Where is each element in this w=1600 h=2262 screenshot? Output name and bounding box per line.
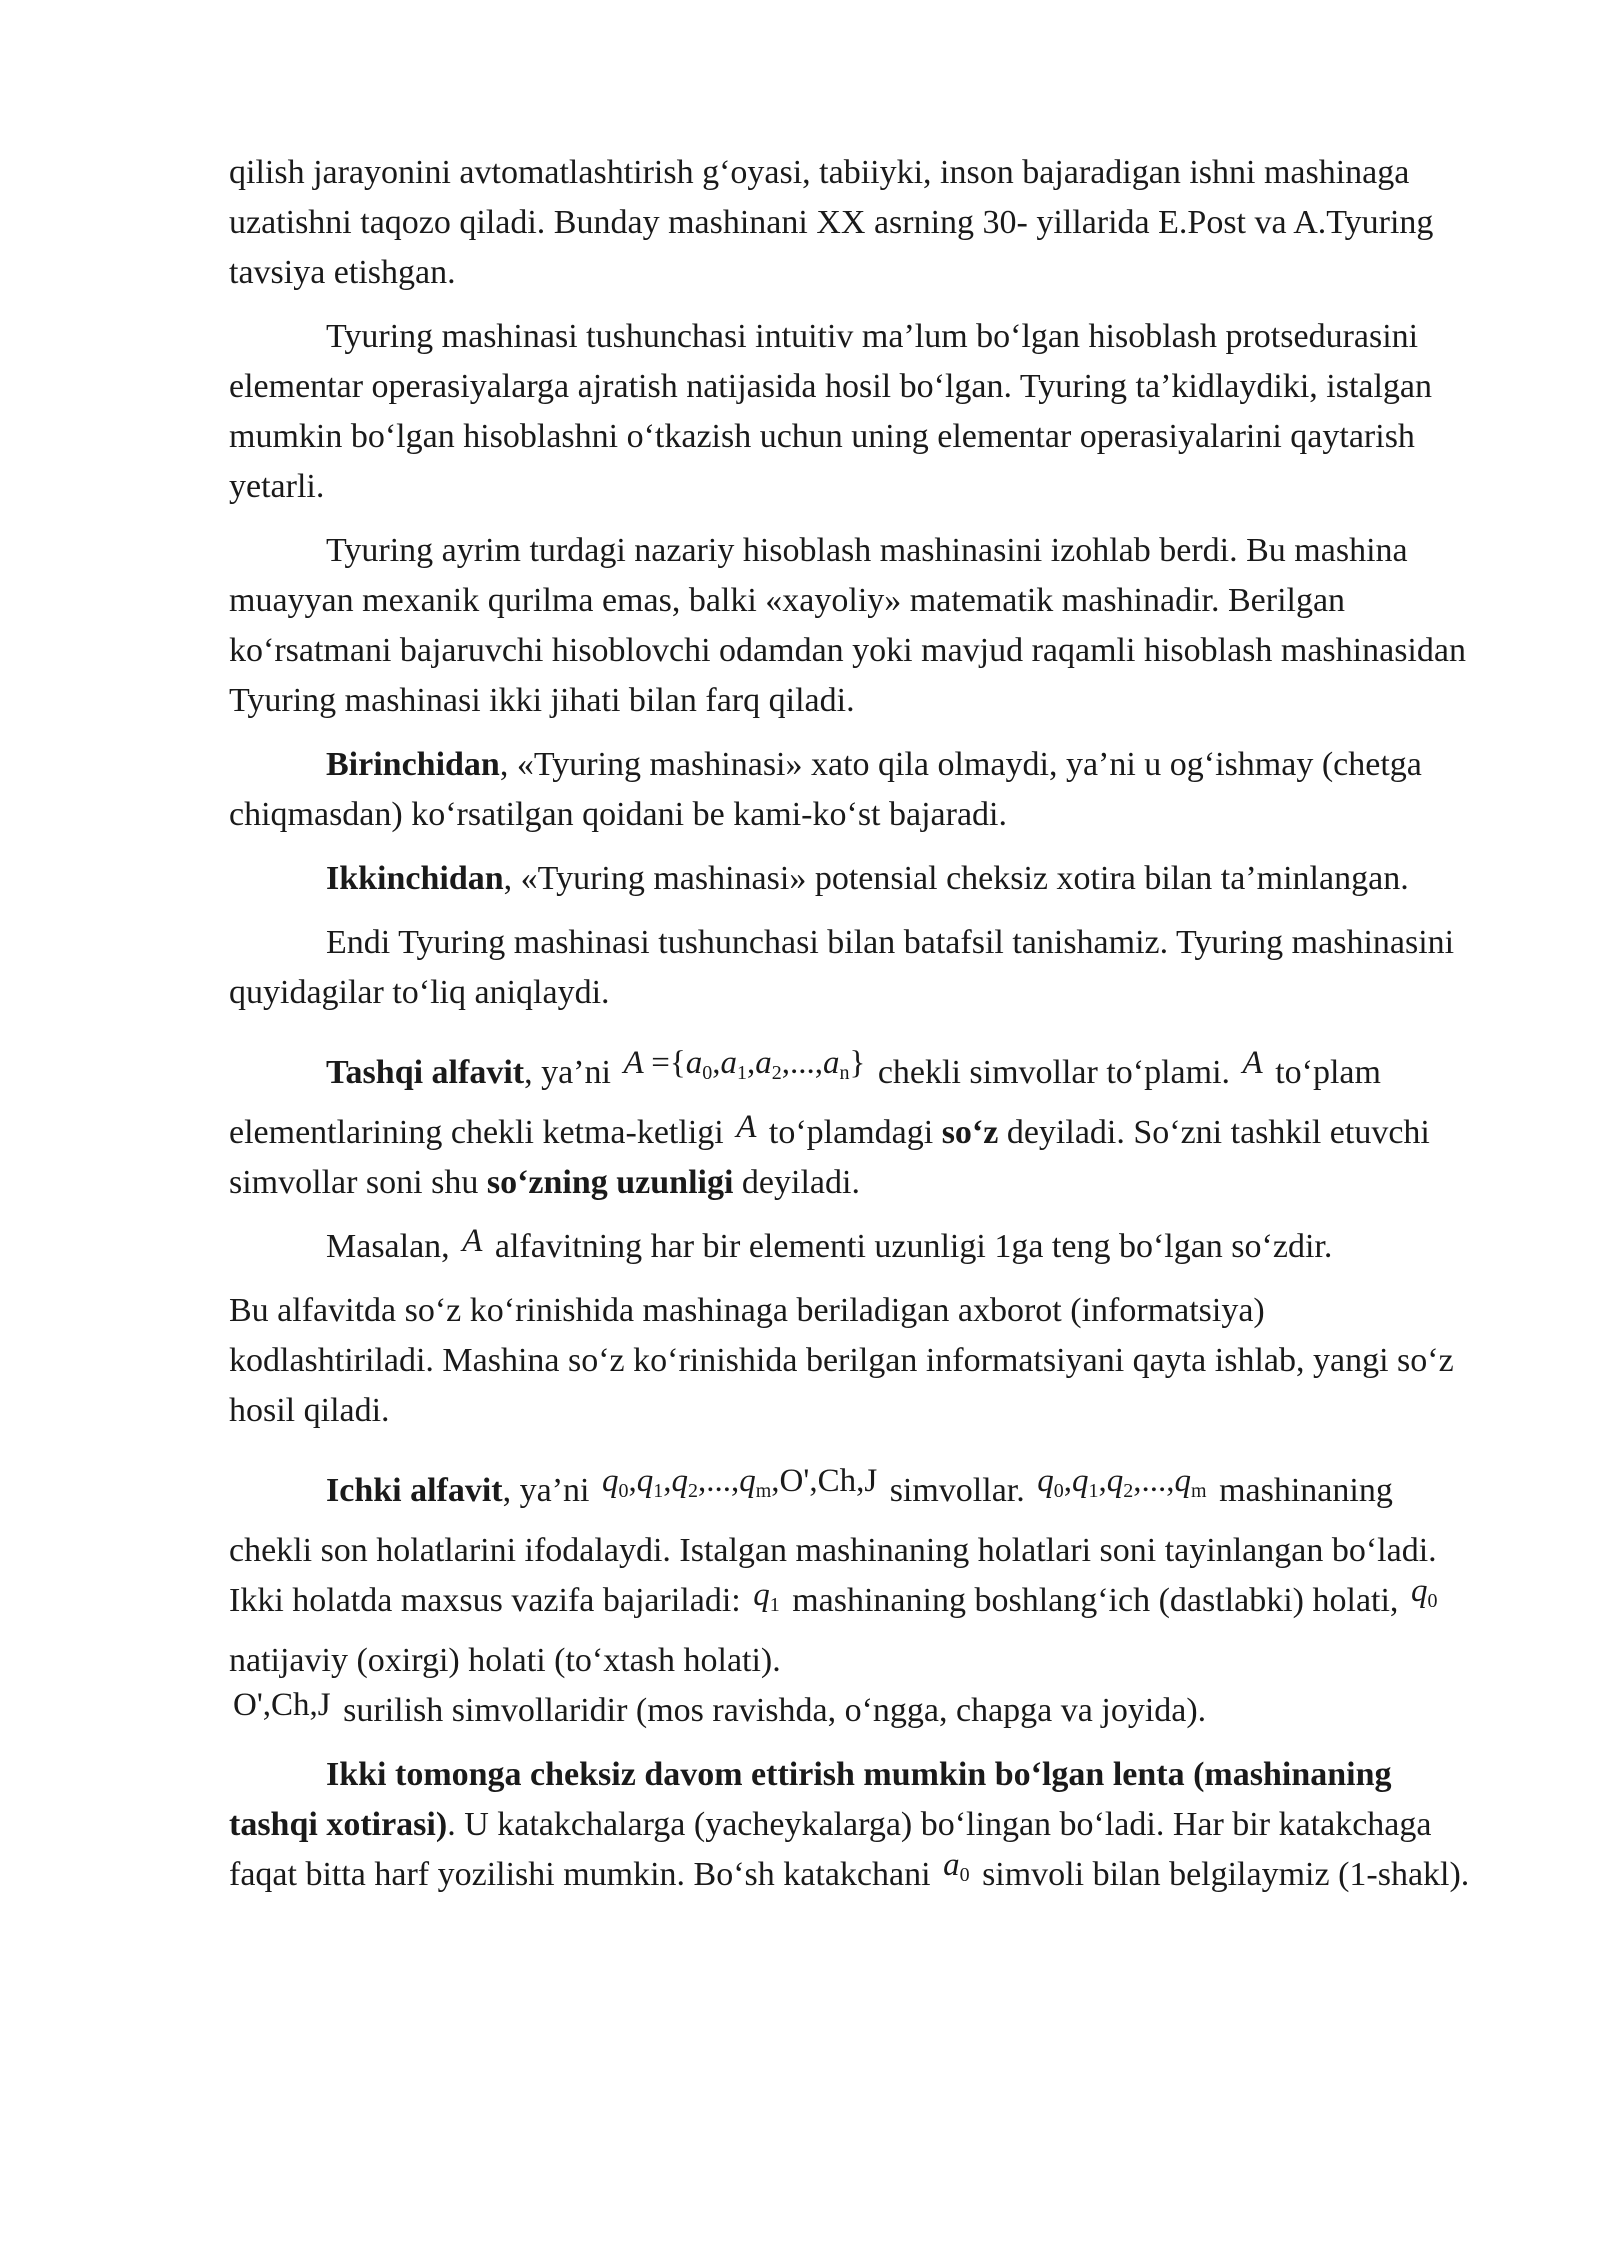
paragraph-10 [229,1463,1471,1736]
formula-q0: $q_0$ [1410,1573,1438,1612]
paragraph-7 [229,1045,1471,1208]
paragraph-8 [229,1222,1471,1272]
paragraph-6: Endi Tyuring mashinasi tushunchasi bilan batafsil tanishamiz. Tyuring mashinasini quyidagilar to‘liq aniqlaydi. [229,924,1455,1011]
formula-a0: $a_0$ [943,1847,970,1886]
paragraph-text: deyiladi. [741,1164,860,1201]
paragraph-text: Masalan, [326,1228,450,1265]
paragraph-3: Tyuring ayrim turdagi nazariy hisoblash mashinasini izohlab berdi. Bu mashina muayyan mexanik qurilma emas, balki «xayoliy» matematik mashinadir. Berilgan ko‘rsatmani bajaruvchi hisoblovchi odamdan yoki mavjud raqamli hisoblash mashinasidan Tyuring mashinasi ikki jihati bilan farq qiladi. [229,532,1466,719]
paragraph-text: surilish simvollaridir (mos ravishda, o‘ngga, chapga va joyida). [343,1692,1207,1729]
paragraph-text: mashinaning chekli son holatlarini ifodalaydi. Istalgan mashinaning holatlari soni tayinlangan bo‘ladi. Ikki holatda maxsus vazifa bajariladi: [229,1472,1437,1619]
formula-A: A [1242,1045,1263,1081]
paragraph-text: , «Tyuring mashinasi» xato qila olmaydi, ya’ni u og‘ishmay (chetga chiqmasdan) ko‘rsatilgan qoidani be kami-ko‘st bajaradi. [229,746,1422,833]
bold-term: Ichki alfavit [326,1472,503,1509]
bold-term: so‘zning uzunligi [486,1164,734,1201]
paragraph-4 [229,740,1471,840]
paragraph-1: qilish jarayonini avtomatlashtirish g‘oyasi, tabiiyki, inson bajaradigan ishni mashinaga uzatishni taqozo qiladi. Bunday mashinani XX asrning 30- yillarida E.Post va A.Tyuring tavsiya etishgan. [229,154,1434,291]
bold-term: Ikki tomonga cheksiz davom ettirish mumkin bo‘lgan lenta (mashinaning tashqi xotirasi) [229,1756,1392,1843]
formula-A: A [736,1109,757,1145]
document-page [229,148,1471,1924]
paragraph-text: to‘plamdagi [768,1114,934,1151]
paragraph-text: , «Tyuring mashinasi» potensial cheksiz xotira bilan ta’minlangan. [503,860,1409,897]
paragraph-text: simvoli bilan belgilaymiz (1-shakl). [982,1856,1470,1893]
paragraph-text: . U katakchalarga (yacheykalarga) bo‘lingan bo‘ladi. Har bir katakchaga faqat bitta harf yozilishi mumkin. Bo‘sh katakchani [229,1806,1432,1893]
bold-term: Birinchidan [326,746,500,783]
paragraph-text: alfavitning har bir elementi uzunligi 1ga teng bo‘lgan so‘zdir. [494,1228,1333,1265]
paragraph-text: deyiladi. So‘zni tashkil etuvchi simvollar soni shu [229,1114,1430,1201]
formula-states: $q_0,q_1,q_2,...,q_m$ [1037,1463,1207,1502]
formula-q1: $q_1$ [753,1577,780,1616]
paragraph-text: , ya’ni [502,1472,590,1509]
bold-term: so‘z [941,1114,999,1151]
formula-A: A [462,1223,483,1259]
paragraph-text: to‘plam elementlarining chekli ketma-ketligi [229,1054,1381,1151]
paragraph-text: simvollar. [889,1472,1025,1509]
paragraph-text: mashinaning boshlang‘ich (dastlabki) holati, [792,1582,1399,1619]
bold-term: Ikkinchidan [326,860,504,897]
paragraph-text: , ya’ni [524,1054,611,1091]
paragraph-11 [229,1750,1471,1910]
bold-term: Tashqi alfavit [326,1054,525,1091]
paragraph-2: Tyuring mashinasi tushunchasi intuitiv ma’lum bo‘lgan hisoblash protsedurasini elementar operasiyalarga ajratish natijasida hosil bo‘lgan. Tyuring ta’kidlaydiki, istalgan mumkin bo‘lgan hisoblashni o‘tkazish uchun uning elementar operasiyalarini qaytarish yetarli. [229,318,1433,505]
formula-internal-alphabet: $q_0,q_1,q_2,...,q_m,O',Ch,J$ [601,1463,878,1502]
paragraph-text: chekli simvollar to‘plami. [877,1054,1231,1091]
formula-alphabet-set: $A =\{a_0,a_1,a_2,...,a_n\}$ [623,1045,866,1084]
formula-shift-symbols: O',Ch,J [233,1687,331,1723]
paragraph-9: Bu alfavitda so‘z ko‘rinishida mashinaga beriladigan axborot (informatsiya) kodlashtiriladi. Mashina so‘z ko‘rinishida berilgan informatsiyani qayta ishlab, yangi so‘z hosil qiladi. [229,1292,1454,1429]
paragraph-5 [229,854,1471,904]
paragraph-text: natijaviy (oxirgi) holati (to‘xtash holati). [229,1642,781,1679]
